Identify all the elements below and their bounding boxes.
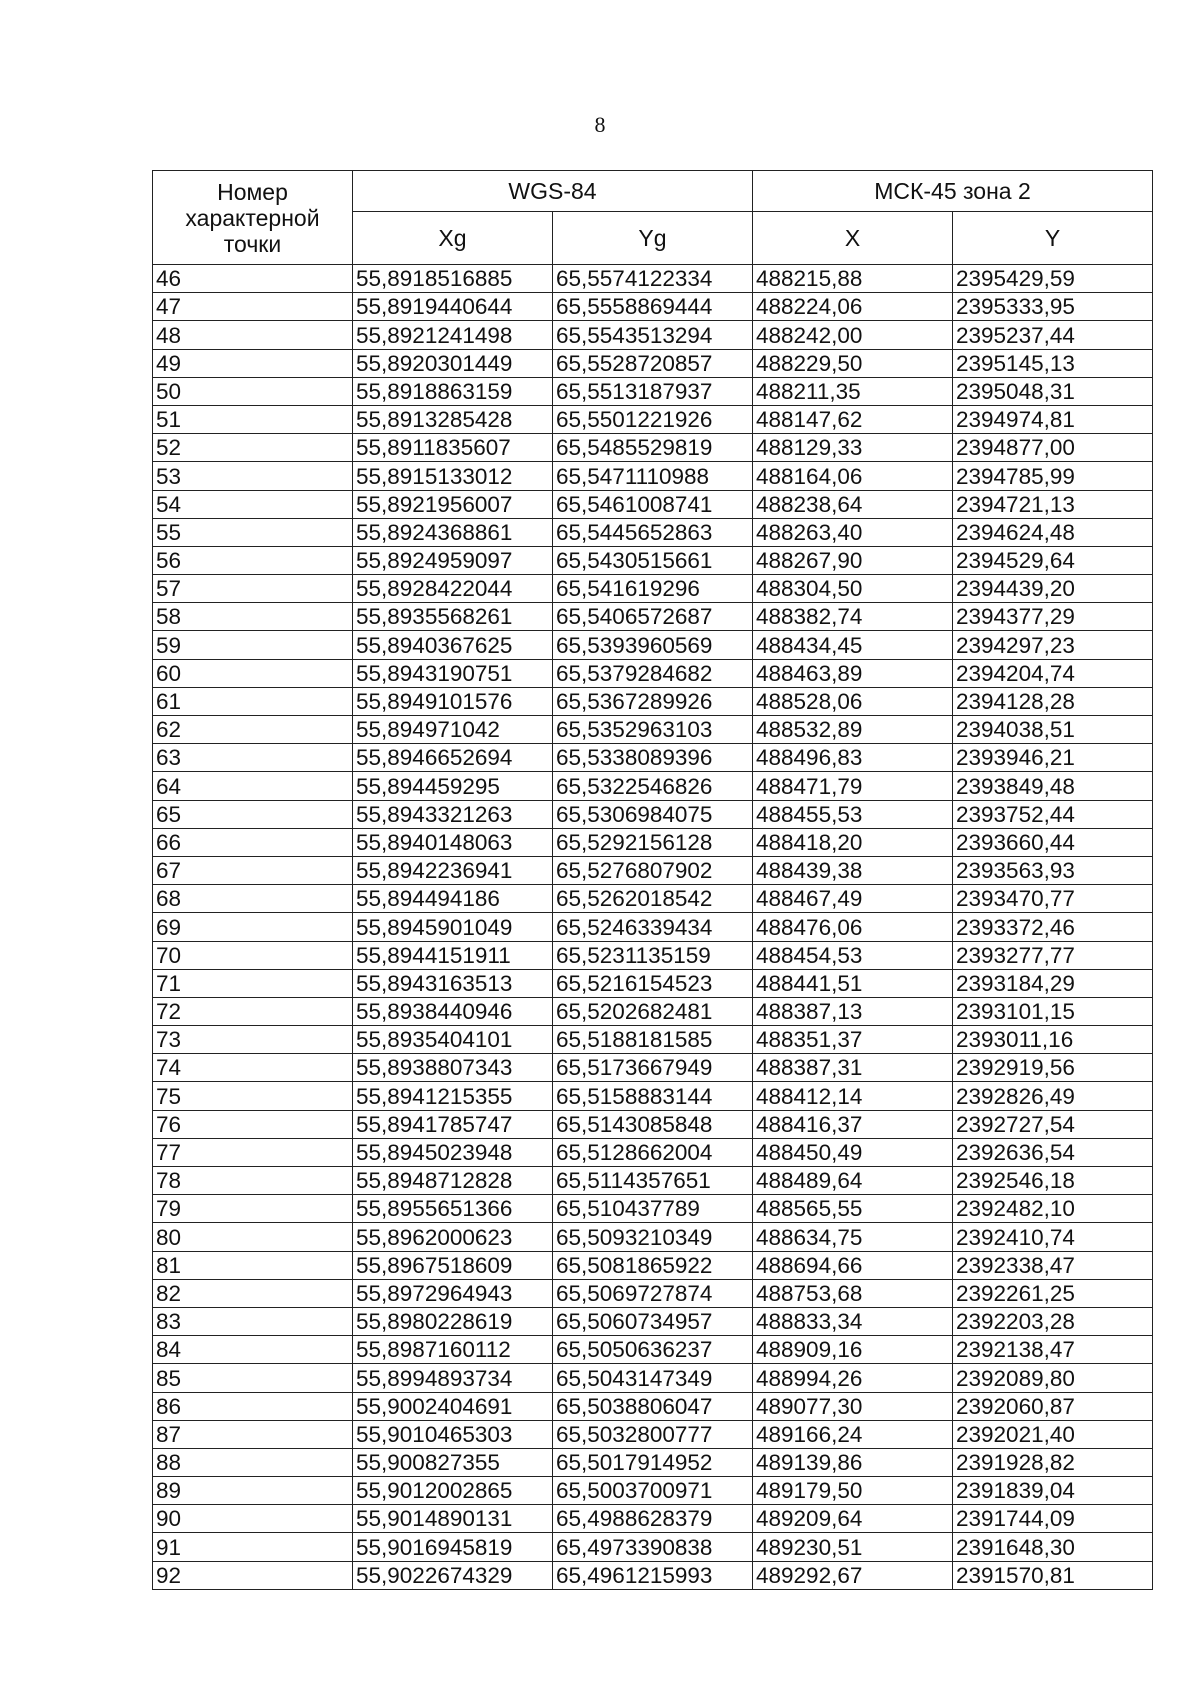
table-row [153,1448,1153,1476]
xg-cell: 55,8918863159 [353,377,553,405]
point-number-cell: 79 [153,1195,353,1223]
x-cell: 488450,49 [753,1138,953,1166]
y-cell: 2394785,99 [953,462,1153,490]
x-cell: 488994,26 [753,1364,953,1392]
x-cell: 489166,24 [753,1420,953,1448]
table-row [153,856,1153,884]
y-cell: 2392338,47 [953,1251,1153,1279]
xg-cell: 55,8941215355 [353,1082,553,1110]
yg-cell: 65,5246339434 [553,913,753,941]
x-cell: 488455,53 [753,800,953,828]
y-cell: 2392919,56 [953,1054,1153,1082]
x-cell: 488215,88 [753,265,953,293]
table-row [153,1477,1153,1505]
y-cell: 2392261,25 [953,1279,1153,1307]
x-cell: 488238,64 [753,490,953,518]
point-number-header-line-1: Номер [217,178,288,205]
table-row [153,518,1153,546]
point-number-cell: 83 [153,1307,353,1335]
y-cell: 2392410,74 [953,1223,1153,1251]
yg-cell: 65,5202682481 [553,997,753,1025]
xg-cell: 55,8940148063 [353,828,553,856]
table-row [153,349,1153,377]
y-cell: 2393946,21 [953,744,1153,772]
xg-cell: 55,8924959097 [353,546,553,574]
yg-cell: 65,510437789 [553,1195,753,1223]
point-number-cell: 66 [153,828,353,856]
table-row [153,1336,1153,1364]
table-row [153,1392,1153,1420]
xg-cell: 55,8994893734 [353,1364,553,1392]
table-row [153,575,1153,603]
yg-cell: 65,5003700971 [553,1477,753,1505]
xg-cell: 55,9014890131 [353,1505,553,1533]
point-number-cell: 62 [153,716,353,744]
yg-cell: 65,5406572687 [553,603,753,631]
y-cell: 2393101,15 [953,997,1153,1025]
x-cell: 488565,55 [753,1195,953,1223]
point-number-cell: 92 [153,1561,353,1589]
table-body [153,265,1153,1590]
y-cell: 2392203,28 [953,1307,1153,1335]
msk45-group-header: МСК-45 зона 2 [753,171,1153,212]
xg-cell: 55,9016945819 [353,1533,553,1561]
table-row [153,405,1153,433]
y-cell: 2392636,54 [953,1138,1153,1166]
table-row [153,434,1153,462]
table-row [153,716,1153,744]
xg-cell: 55,8924368861 [353,518,553,546]
point-number-header-line-2: характерной [185,204,320,231]
y-cell: 2393563,93 [953,856,1153,884]
x-cell: 488387,13 [753,997,953,1025]
yg-cell: 65,5017914952 [553,1448,753,1476]
point-number-cell: 56 [153,546,353,574]
y-cell: 2392138,47 [953,1336,1153,1364]
table-row [153,546,1153,574]
table-row [153,744,1153,772]
yg-cell: 65,5574122334 [553,265,753,293]
x-cell: 488496,83 [753,744,953,772]
yg-cell: 65,5513187937 [553,377,753,405]
x-cell: 488454,53 [753,941,953,969]
table-row [153,1138,1153,1166]
coordinates-table [152,170,1153,1590]
x-cell: 488441,51 [753,969,953,997]
xg-cell: 55,8921241498 [353,321,553,349]
xg-cell: 55,894971042 [353,716,553,744]
point-number-cell: 78 [153,1167,353,1195]
y-cell: 2393011,16 [953,1026,1153,1054]
point-number-cell: 89 [153,1477,353,1505]
yg-cell: 65,5081865922 [553,1251,753,1279]
point-number-cell: 70 [153,941,353,969]
yg-cell: 65,5143085848 [553,1110,753,1138]
table-row [153,1279,1153,1307]
y-cell: 2391928,82 [953,1448,1153,1476]
xg-cell: 55,8911835607 [353,434,553,462]
y-cell: 2393849,48 [953,772,1153,800]
y-cell: 2392826,49 [953,1082,1153,1110]
xg-cell: 55,8942236941 [353,856,553,884]
x-cell: 488382,74 [753,603,953,631]
y-cell: 2394128,28 [953,687,1153,715]
y-cell: 2393660,44 [953,828,1153,856]
y-cell: 2391744,09 [953,1505,1153,1533]
point-number-cell: 47 [153,293,353,321]
x-cell: 488164,06 [753,462,953,490]
point-number-cell: 71 [153,969,353,997]
xg-cell: 55,8962000623 [353,1223,553,1251]
point-number-cell: 68 [153,885,353,913]
table-row [153,265,1153,293]
x-cell: 488463,89 [753,659,953,687]
point-number-cell: 63 [153,744,353,772]
xg-cell: 55,8943163513 [353,969,553,997]
x-cell: 488694,66 [753,1251,953,1279]
x-cell: 488211,35 [753,377,953,405]
xg-cell: 55,8987160112 [353,1336,553,1364]
point-number-cell: 91 [153,1533,353,1561]
x-cell: 488467,49 [753,885,953,913]
point-number-cell: 49 [153,349,353,377]
xg-cell: 55,894494186 [353,885,553,913]
x-cell: 489077,30 [753,1392,953,1420]
y-cell: 2395333,95 [953,293,1153,321]
point-number-cell: 64 [153,772,353,800]
yg-cell: 65,5543513294 [553,321,753,349]
table-row [153,1364,1153,1392]
point-number-cell: 55 [153,518,353,546]
y-cell: 2393372,46 [953,913,1153,941]
yg-cell: 65,5352963103 [553,716,753,744]
yg-cell: 65,5485529819 [553,434,753,462]
y-cell: 2394038,51 [953,716,1153,744]
table-row [153,687,1153,715]
yg-cell: 65,5032800777 [553,1420,753,1448]
xg-cell: 55,8955651366 [353,1195,553,1223]
point-number-cell: 67 [153,856,353,884]
point-number-cell: 52 [153,434,353,462]
xg-cell: 55,9010465303 [353,1420,553,1448]
yg-cell: 65,5043147349 [553,1364,753,1392]
xg-cell: 55,8918516885 [353,265,553,293]
point-number-cell: 86 [153,1392,353,1420]
point-number-cell: 76 [153,1110,353,1138]
x-cell: 488434,45 [753,631,953,659]
xg-cell: 55,9002404691 [353,1392,553,1420]
yg-cell: 65,5188181585 [553,1026,753,1054]
x-cell: 488909,16 [753,1336,953,1364]
y-cell: 2394721,13 [953,490,1153,518]
point-number-cell: 72 [153,997,353,1025]
x-cell: 489292,67 [753,1561,953,1589]
point-number-cell: 61 [153,687,353,715]
xg-cell: 55,900827355 [353,1448,553,1476]
yg-cell: 65,4973390838 [553,1533,753,1561]
table-row [153,800,1153,828]
x-cell: 488267,90 [753,546,953,574]
point-number-cell: 53 [153,462,353,490]
x-cell: 488753,68 [753,1279,953,1307]
table-header [153,171,1153,265]
y-cell: 2391570,81 [953,1561,1153,1589]
table-row [153,885,1153,913]
point-number-cell: 51 [153,405,353,433]
y-cell: 2395237,44 [953,321,1153,349]
x-cell: 488129,33 [753,434,953,462]
yg-cell: 65,5038806047 [553,1392,753,1420]
xg-cell: 55,8920301449 [353,349,553,377]
yg-cell: 65,5322546826 [553,772,753,800]
x-cell: 488304,50 [753,575,953,603]
x-cell: 488532,89 [753,716,953,744]
yg-cell: 65,5445652863 [553,518,753,546]
point-number-cell: 75 [153,1082,353,1110]
point-number-cell: 74 [153,1054,353,1082]
yg-cell: 65,5173667949 [553,1054,753,1082]
table-row [153,941,1153,969]
xg-cell: 55,8945023948 [353,1138,553,1166]
table-row [153,1167,1153,1195]
yg-cell: 65,5093210349 [553,1223,753,1251]
point-number-header-line-3: точки [223,230,282,257]
y-cell: 2394439,20 [953,575,1153,603]
y-cell: 2394974,81 [953,405,1153,433]
yg-cell: 65,5471110988 [553,462,753,490]
y-cell: 2394377,29 [953,603,1153,631]
table-row [153,293,1153,321]
page-number: 8 [594,112,606,137]
y-cell: 2392727,54 [953,1110,1153,1138]
yg-cell: 65,5050636237 [553,1336,753,1364]
point-number-cell: 58 [153,603,353,631]
table-row [153,631,1153,659]
point-number-cell: 60 [153,659,353,687]
xg-cell: 55,8967518609 [353,1251,553,1279]
x-cell: 488471,79 [753,772,953,800]
table-row [153,1533,1153,1561]
x-column-header: X [753,212,953,265]
point-number-cell: 90 [153,1505,353,1533]
table-row [153,659,1153,687]
xg-cell: 55,8913285428 [353,405,553,433]
xg-cell: 55,8938807343 [353,1054,553,1082]
table-row [153,1561,1153,1589]
x-cell: 488489,64 [753,1167,953,1195]
y-cell: 2393277,77 [953,941,1153,969]
xg-column-header: Xg [353,212,553,265]
yg-cell: 65,5338089396 [553,744,753,772]
point-number-cell: 69 [153,913,353,941]
table-row [153,462,1153,490]
yg-cell: 65,4988628379 [553,1505,753,1533]
yg-cell: 65,5306984075 [553,800,753,828]
x-cell: 488351,37 [753,1026,953,1054]
xg-cell: 55,8921956007 [353,490,553,518]
yg-cell: 65,5528720857 [553,349,753,377]
table-row [153,321,1153,349]
xg-cell: 55,8972964943 [353,1279,553,1307]
table-row [153,1505,1153,1533]
x-cell: 488833,34 [753,1307,953,1335]
point-number-cell: 87 [153,1420,353,1448]
xg-cell: 55,8935404101 [353,1026,553,1054]
yg-cell: 65,541619296 [553,575,753,603]
point-number-cell: 73 [153,1026,353,1054]
xg-cell: 55,8949101576 [353,687,553,715]
table-row [153,969,1153,997]
table-row [153,913,1153,941]
y-cell: 2395048,31 [953,377,1153,405]
yg-cell: 65,5276807902 [553,856,753,884]
yg-cell: 65,5292156128 [553,828,753,856]
x-cell: 488263,40 [753,518,953,546]
y-cell: 2395429,59 [953,265,1153,293]
table-row [153,1026,1153,1054]
xg-cell: 55,8941785747 [353,1110,553,1138]
yg-cell: 65,5461008741 [553,490,753,518]
wgs84-group-header: WGS-84 [353,171,753,212]
x-cell: 488387,31 [753,1054,953,1082]
x-cell: 489179,50 [753,1477,953,1505]
yg-cell: 65,5558869444 [553,293,753,321]
point-number-cell: 88 [153,1448,353,1476]
xg-cell: 55,8944151911 [353,941,553,969]
table-row [153,1110,1153,1138]
y-cell: 2394529,64 [953,546,1153,574]
y-cell: 2394297,23 [953,631,1153,659]
x-cell: 489230,51 [753,1533,953,1561]
table-row [153,828,1153,856]
xg-cell: 55,8980228619 [353,1307,553,1335]
point-number-cell: 54 [153,490,353,518]
table-row [153,1195,1153,1223]
xg-cell: 55,8928422044 [353,575,553,603]
yg-cell: 65,5060734957 [553,1307,753,1335]
x-cell: 488416,37 [753,1110,953,1138]
x-cell: 488147,62 [753,405,953,433]
x-cell: 488418,20 [753,828,953,856]
xg-cell: 55,8938440946 [353,997,553,1025]
table-row [153,1054,1153,1082]
point-number-cell: 81 [153,1251,353,1279]
point-number-cell: 85 [153,1364,353,1392]
point-number-cell: 84 [153,1336,353,1364]
x-cell: 488242,00 [753,321,953,349]
y-cell: 2394624,48 [953,518,1153,546]
y-cell: 2392021,40 [953,1420,1153,1448]
xg-cell: 55,8945901049 [353,913,553,941]
yg-cell: 65,5114357651 [553,1167,753,1195]
y-cell: 2392482,10 [953,1195,1153,1223]
x-cell: 488439,38 [753,856,953,884]
xg-cell: 55,8943190751 [353,659,553,687]
yg-cell: 65,4961215993 [553,1561,753,1589]
xg-cell: 55,9022674329 [353,1561,553,1589]
xg-cell: 55,894459295 [353,772,553,800]
y-cell: 2392546,18 [953,1167,1153,1195]
yg-column-header: Yg [553,212,753,265]
y-cell: 2392060,87 [953,1392,1153,1420]
yg-cell: 65,5379284682 [553,659,753,687]
point-number-header [153,171,353,265]
x-cell: 488528,06 [753,687,953,715]
table-row [153,772,1153,800]
x-cell: 489139,86 [753,1448,953,1476]
point-number-cell: 77 [153,1138,353,1166]
table-row [153,603,1153,631]
point-number-cell: 59 [153,631,353,659]
yg-cell: 65,5430515661 [553,546,753,574]
point-number-cell: 82 [153,1279,353,1307]
table-row [153,1307,1153,1335]
y-cell: 2391839,04 [953,1477,1153,1505]
table-row [153,1251,1153,1279]
x-cell: 488634,75 [753,1223,953,1251]
y-cell: 2393184,29 [953,969,1153,997]
yg-cell: 65,5367289926 [553,687,753,715]
xg-cell: 55,8935568261 [353,603,553,631]
x-cell: 488224,06 [753,293,953,321]
y-column-header: Y [953,212,1153,265]
xg-cell: 55,8919440644 [353,293,553,321]
y-cell: 2395145,13 [953,349,1153,377]
yg-cell: 65,5393960569 [553,631,753,659]
x-cell: 489209,64 [753,1505,953,1533]
xg-cell: 55,8943321263 [353,800,553,828]
point-number-cell: 46 [153,265,353,293]
point-number-cell: 50 [153,377,353,405]
x-cell: 488476,06 [753,913,953,941]
table-row [153,377,1153,405]
yg-cell: 65,5069727874 [553,1279,753,1307]
yg-cell: 65,5216154523 [553,969,753,997]
xg-cell: 55,8946652694 [353,744,553,772]
xg-cell: 55,9012002865 [353,1477,553,1505]
table-row [153,997,1153,1025]
y-cell: 2392089,80 [953,1364,1153,1392]
y-cell: 2394877,00 [953,434,1153,462]
table-row [153,1223,1153,1251]
xg-cell: 55,8915133012 [353,462,553,490]
x-cell: 488229,50 [753,349,953,377]
yg-cell: 65,5158883144 [553,1082,753,1110]
y-cell: 2393752,44 [953,800,1153,828]
x-cell: 488412,14 [753,1082,953,1110]
xg-cell: 55,8948712828 [353,1167,553,1195]
y-cell: 2393470,77 [953,885,1153,913]
point-number-cell: 80 [153,1223,353,1251]
table-row [153,1082,1153,1110]
point-number-cell: 65 [153,800,353,828]
xg-cell: 55,8940367625 [353,631,553,659]
table-row [153,490,1153,518]
yg-cell: 65,5262018542 [553,885,753,913]
y-cell: 2391648,30 [953,1533,1153,1561]
y-cell: 2394204,74 [953,659,1153,687]
table-row [153,1420,1153,1448]
yg-cell: 65,5501221926 [553,405,753,433]
point-number-cell: 48 [153,321,353,349]
point-number-cell: 57 [153,575,353,603]
yg-cell: 65,5231135159 [553,941,753,969]
yg-cell: 65,5128662004 [553,1138,753,1166]
